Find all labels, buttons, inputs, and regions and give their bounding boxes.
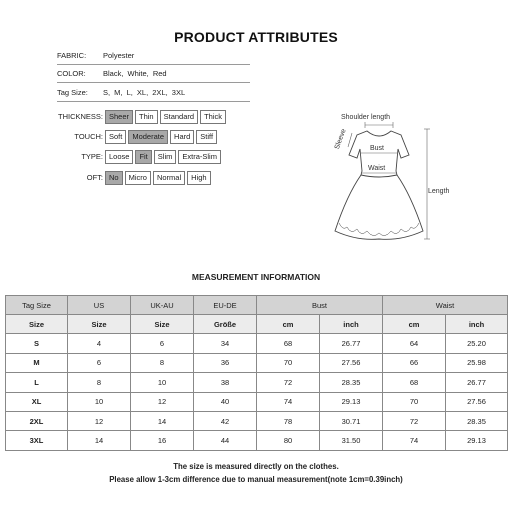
header-cell: US [68,296,131,315]
option-row [57,109,226,124]
table-cell: 25.20 [446,334,508,353]
difference-note: Please allow 1-3cm difference due to manual measurement(note 1cm=0.39inch) [109,475,403,484]
table-cell: 16 [131,431,194,450]
table-cell: 4 [68,334,131,353]
option-chip: Extra-Slim [178,150,221,164]
table-cell: 14 [68,431,131,450]
table-cell: 40 [194,392,257,411]
table-cell: 25.98 [446,353,508,372]
header-cell: EU-DE [194,296,257,315]
header-cell: Waist [383,296,508,315]
table-cell: 27.56 [320,353,383,372]
option-chip: Soft [105,130,126,144]
option-label: TOUCH: [74,132,103,141]
dress-diagram [315,105,450,245]
table-header-row [6,296,508,315]
option-chip: Standard [160,110,198,124]
table-cell: 64 [383,334,446,353]
table-cell: 66 [383,353,446,372]
size-table [5,295,508,451]
bust-label: Bust [370,145,385,152]
option-label: OFT: [86,173,103,182]
table-cell: 29.13 [320,392,383,411]
table-cell: 10 [68,392,131,411]
table-cell: 6 [131,334,194,353]
header-cell: Tag Size [6,296,68,315]
option-chip: Normal [153,171,185,185]
option-label: TYPE: [81,152,103,161]
table-cell: 38 [194,373,257,392]
subheader-cell: cm [257,315,320,334]
table-cell: 12 [68,411,131,430]
option-row [57,149,221,164]
attribute-value: Black, White, Red [103,69,167,78]
table-cell: 8 [68,373,131,392]
table-cell: 31.50 [320,431,383,450]
table-cell: 28.35 [446,411,508,430]
table-cell: L [6,373,68,392]
table-cell: 42 [194,411,257,430]
option-chip: Hard [170,130,194,144]
table-row [6,431,508,450]
header-cell: UK-AU [131,296,194,315]
table-cell: 8 [131,353,194,372]
attribute-label: Tag Size: [57,88,88,97]
table-row [6,373,508,392]
table-cell: M [6,353,68,372]
table-cell: 72 [257,373,320,392]
option-chip: High [187,171,210,185]
attribute-row [57,47,250,65]
table-cell: 3XL [6,431,68,450]
length-label: Length [428,188,450,195]
option-chip: Thick [200,110,226,124]
table-cell: 27.56 [446,392,508,411]
option-chip: Stiff [196,130,217,144]
measure-note: The size is measured directly on the clothes. [173,462,339,471]
table-cell: 72 [383,411,446,430]
attribute-row [57,84,250,102]
attribute-value: S, M, L, XL, 2XL, 3XL [103,88,186,97]
option-chip: Fit [135,150,151,164]
table-cell: 36 [194,353,257,372]
attribute-label: FABRIC: [57,51,87,60]
option-row [57,170,211,185]
option-chip: Micro [125,171,151,185]
option-chip: Loose [105,150,133,164]
subheader-cell: Size [131,315,194,334]
page-title: PRODUCT ATTRIBUTES [174,29,338,45]
table-cell: 34 [194,334,257,353]
sleeve-label: Sleeve [333,127,348,151]
option-chip: Sheer [105,110,133,124]
table-cell: 30.71 [320,411,383,430]
table-row [6,392,508,411]
table-cell: 68 [257,334,320,353]
table-cell: 68 [383,373,446,392]
table-cell: S [6,334,68,353]
table-row [6,353,508,372]
table-cell: 74 [383,431,446,450]
option-chip: Slim [154,150,177,164]
table-cell: 74 [257,392,320,411]
table-cell: 26.77 [446,373,508,392]
option-chip: Thin [135,110,158,124]
table-subheader-row [6,315,508,334]
option-chip: Moderate [128,130,168,144]
table-cell: 28.35 [320,373,383,392]
table-cell: 29.13 [446,431,508,450]
table-row [6,411,508,430]
table-row [6,334,508,353]
subheader-cell: cm [383,315,446,334]
table-cell: 78 [257,411,320,430]
attribute-value: Polyester [103,51,135,60]
measurement-title: MEASUREMENT INFORMATION [191,272,321,282]
table-cell: 10 [131,373,194,392]
table-cell: 70 [383,392,446,411]
subheader-cell: Größe [194,315,257,334]
table-cell: 14 [131,411,194,430]
option-chip: No [105,171,123,185]
table-cell: 44 [194,431,257,450]
subheader-cell: inch [320,315,383,334]
waist-label: Waist [368,165,386,172]
table-cell: 12 [131,392,194,411]
table-cell: 2XL [6,411,68,430]
header-cell: Bust [257,296,383,315]
attribute-label: COLOR: [57,69,86,78]
option-label: THICKNESS: [57,112,103,121]
table-cell: 26.77 [320,334,383,353]
subheader-cell: Size [6,315,68,334]
table-cell: XL [6,392,68,411]
table-cell: 70 [257,353,320,372]
attribute-row [57,65,250,83]
table-cell: 6 [68,353,131,372]
subheader-cell: inch [446,315,508,334]
table-cell: 80 [257,431,320,450]
subheader-cell: Size [68,315,131,334]
shoulder-label: Shoulder length [341,114,391,121]
option-row [57,129,217,144]
